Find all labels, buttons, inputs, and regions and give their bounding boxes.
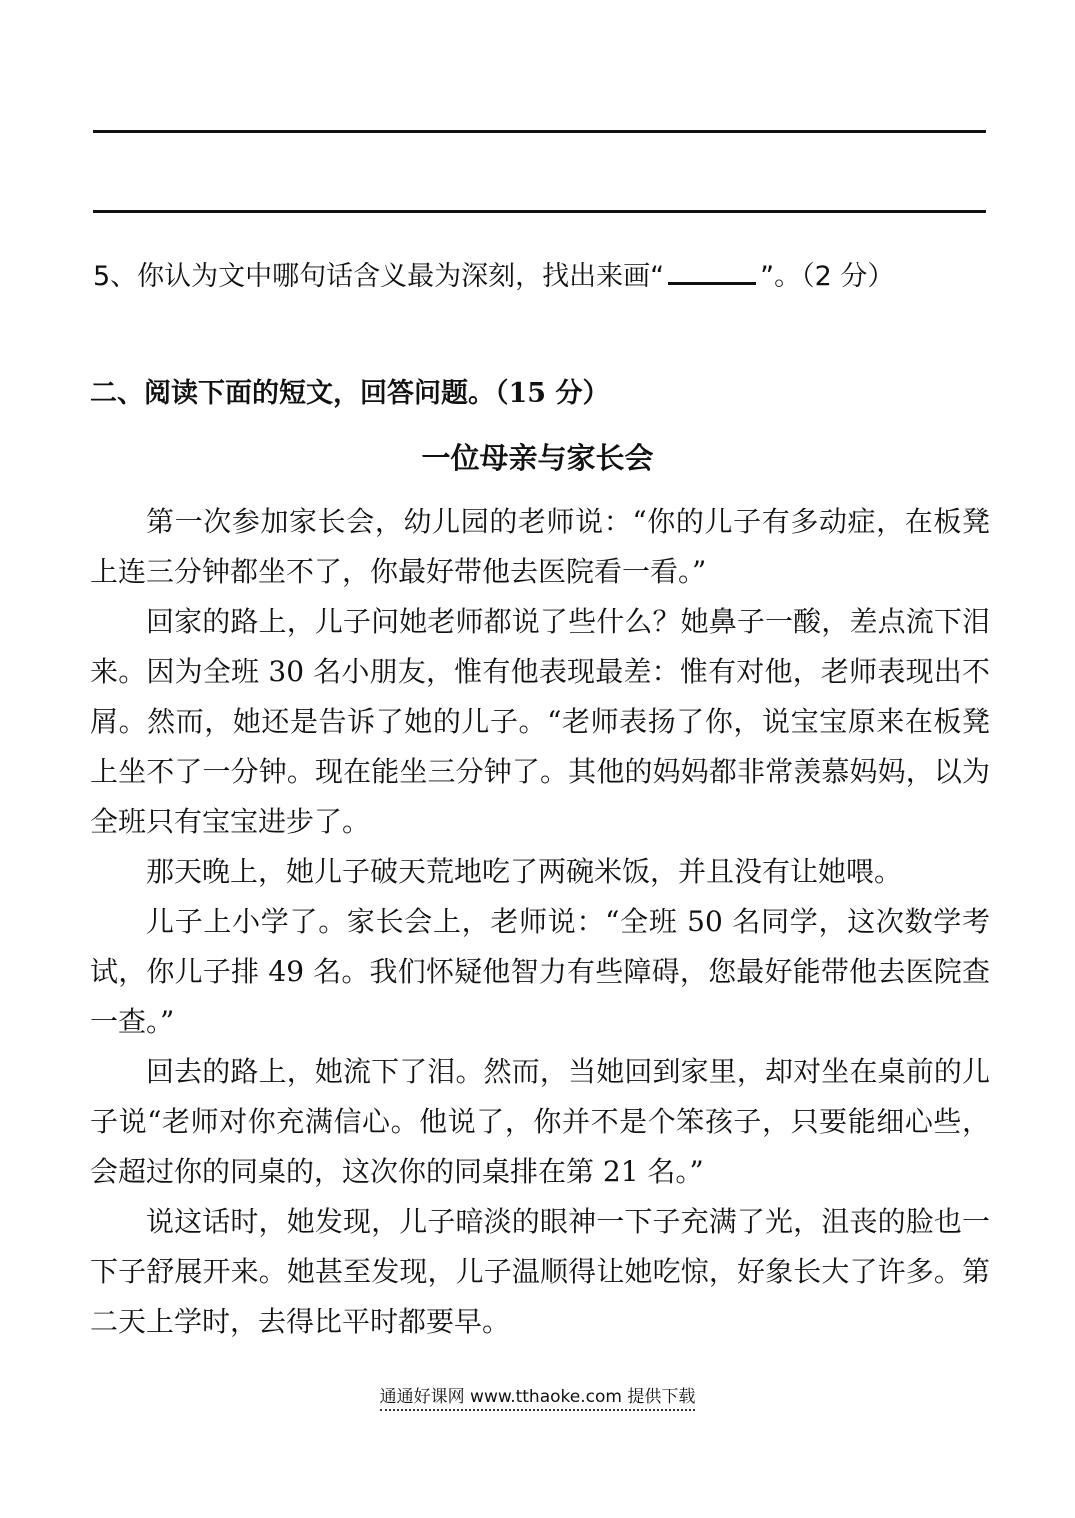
article-paragraph: 第一次参加家长会，幼儿园的老师说：“你的儿子有多动症，在板凳上连三分钟都坐不了，你最好带他去医院看一看。” [90,505,990,588]
article-title: 一位母亲与家长会 [421,441,654,475]
article-paragraph: 说这话时，她发现，儿子暗淡的眼神一下子充满了光，沮丧的脸也一下子舒展开来。她甚至发现，儿子温顺得让她吃惊，好象长大了许多。第二天上学时，去得比平时都要早。 [90,1205,990,1338]
answer-line-2 [93,210,986,213]
article-paragraph: 那天晚上，她儿子破天荒地吃了两碗米饭，并且没有让她喂。 [146,855,903,888]
question-5-prefix: 5、你认为文中哪句话含义最为深刻，找出来画“ [93,261,665,292]
underline-blank [668,262,756,285]
question-5-suffix: ”。（2 分） [760,261,895,292]
question-5 [93,255,986,299]
footer [0,1384,1075,1410]
article-paragraph: 儿子上小学了。家长会上，老师说：“全班 50 名同学，这次数学考试，你儿子排 49 名。我们怀疑他智力有些障碍，您最好能带他去医院查一查。” [90,905,990,1038]
article-paragraph: 回家的路上，儿子问她老师都说了些什么？她鼻子一酸，差点流下泪来。因为全班 30 名小朋友，惟有他表现最差：惟有对他，老师表现出不屑。然而，她还是告诉了她的儿子。“老师表扬了你，说宝宝原来在板凳上坐不了一分钟。现在能坐三分钟了。其他的妈妈都非常羡慕妈妈，以为全班只有宝宝进步了。 [90,605,990,838]
footer-text: 通通好课网 www.tthaoke.com 提供下载 [380,1387,696,1411]
article-body [90,497,990,1347]
article-paragraph: 回去的路上，她流下了泪。然而，当她回到家里，却对坐在桌前的儿子说“老师对你充满信心。他说了，你并不是个笨孩子，只要能细心些，会超过你的同桌的，这次你的同桌排在第 21 名。” [90,1055,990,1188]
answer-line-1 [93,130,986,133]
section-heading: 二、阅读下面的短文，回答问题。（15 分） [90,378,610,409]
